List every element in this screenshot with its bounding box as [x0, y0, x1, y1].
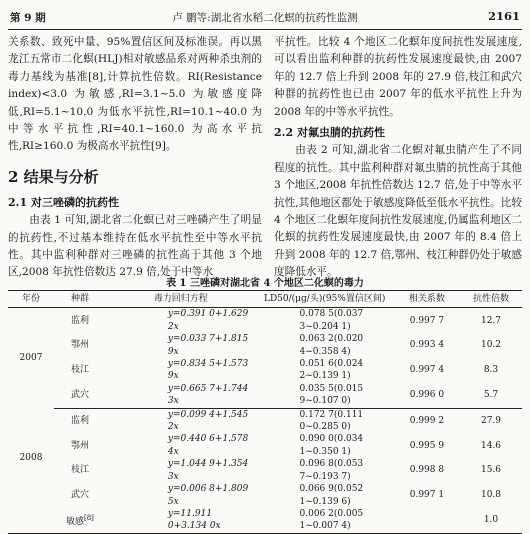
ld50-cell: 0.035 5(0.015 9~0.107 0): [256, 383, 394, 408]
correlation-cell: 0.995 9: [409, 440, 445, 451]
resistance-ratio-cell: 14.6: [480, 440, 502, 451]
correlation-cell: 0.996 0: [394, 383, 460, 408]
ld50-cell: 0.172 7(0.111 0~0.285 0): [299, 409, 364, 433]
methods-paragraph: 关系数、致死中量、95%置信区间及标准误。再以黑龙江五常市二化螟(HLJ)相对敏感品系对两种杀虫剂的毒力基线为基准[8],计算抗性倍数。RI(Resistance index)<3.0 为敏感,RI=3.1~5.0 为敏感度降低,RI=5.1~10.0 为低水平抗性,RI=10.1~40.0 为中等水平抗性,RI=40.1~160.0 为高水平抗性,RI≥160.0 为极高水平抗性[9]。: [8, 36, 262, 153]
table-row: [8, 408, 522, 433]
population-cell: 鄂州: [70, 440, 89, 451]
running-title: 卢 鹏等:湖北省水稻二化螟的抗药性监测: [172, 12, 358, 24]
resistance-ratio-cell: 1.0: [460, 508, 522, 533]
equation-cell: y=0.006 8+1.809 5x: [167, 484, 249, 507]
ld50-cell: 0.051 6(0.024 2~0.139 1): [299, 359, 364, 382]
table-row: [8, 483, 522, 508]
right-column: [274, 34, 522, 282]
population-cell: 监利: [70, 315, 89, 326]
correlation-cell: [394, 508, 460, 533]
table-row: [8, 433, 522, 458]
fipronil-paragraph: 由表 2 可知,湖北省二化螟对氟虫腈产生了不同程度的抗性。其中监利种群对氟虫腈的抗性高于其他 3 个地区,2008 年抗性倍数达 12.7 倍,处于中等水平抗性,其他地区都处于敏感度降低至低水平抗性。比较 4 个地区二化螟年度间抗性发展速度,仍属监利地区二化螟的抗药性发展速度最快,由 2007 年的 8.4 倍上升到 2008 年的 12.7 倍,鄂州、枝江种群仍处于敏感度降低水平。: [274, 144, 522, 279]
table-caption: 表 1 三唑磷对湖北省 4 个地区二化螟的毒力: [166, 278, 364, 289]
resistance-ratio-cell: 12.7: [480, 315, 502, 326]
ld50-cell: 0.090 0(0.034 1~0.350 1): [299, 434, 364, 457]
table-row: [8, 508, 522, 533]
equation-cell: y=0.099 4+1.545 2x: [167, 409, 249, 433]
triazophos-paragraph: 由表 1 可知,湖北省二化螟已对三唑磷产生了明显的抗药性,不过基本维持在低水平抗性至中等水平抗性。其中监利种群对三唑磷的抗性高于其他 3 个地区,2008 年抗性倍数达 27.9 倍,处于中等水: [8, 214, 262, 279]
correlation-cell: 0.998 8: [409, 465, 445, 476]
resistance-ratio-cell: 10.8: [480, 490, 502, 501]
subsection-title-2-2: 2.2 对氟虫腈的抗药性: [274, 126, 385, 140]
table-row: [8, 333, 522, 358]
table-row: [8, 383, 522, 408]
col-header: 抗性倍数: [460, 291, 522, 308]
col-header: 年份: [8, 291, 54, 308]
resistance-ratio-cell: 5.7: [460, 383, 522, 408]
resistance-ratio-cell: 10.2: [480, 340, 502, 351]
col-header: 相关系数: [394, 291, 460, 308]
equation-cell: y=1.044 9+1.354 3x: [167, 459, 249, 482]
population-cell: 枝江: [70, 465, 89, 476]
running-header: [8, 5, 522, 30]
equation-cell: y=0.391 0+1.629 2x: [167, 309, 249, 332]
col-header: 种群: [54, 291, 106, 308]
table-row: [8, 458, 522, 483]
resistance-ratio-cell: 15.6: [480, 465, 502, 476]
table-row: [8, 308, 522, 333]
population-cell: 监利: [70, 415, 89, 426]
ld50-cell: 0.078 5(0.037 3~0.204 1): [299, 309, 364, 332]
ld50-cell: 0.063 2(0.020 4~0.358 4): [299, 334, 364, 357]
ld50-cell: 0.096 8(0.053 7~0.193 7): [299, 459, 364, 482]
ld50-cell: 0.006 2(0.005 1~0.007 4): [256, 508, 394, 533]
issue-number: 第 9 期: [10, 12, 46, 24]
year-cell: [8, 508, 54, 533]
ld50-cell: 0.066 9(0.052 1~0.139 6): [299, 484, 364, 507]
left-column: [8, 34, 262, 282]
equation-cell: y=0.033 7+1.815 9x: [167, 334, 249, 357]
population-label: 敏感: [65, 517, 84, 528]
col-header: 毒力回归方程: [106, 291, 256, 308]
population-cell: [54, 508, 106, 533]
population-cell: 武穴: [54, 383, 106, 408]
col-header: LD50/(μg/头)(95%置信区间): [256, 291, 394, 308]
year-cell: 2007: [19, 353, 43, 364]
correlation-cell: 0.997 1: [409, 490, 445, 501]
correlation-cell: 0.993 4: [409, 340, 445, 351]
correlation-cell: 0.997 7: [409, 315, 445, 326]
population-cell: 枝江: [70, 365, 89, 376]
table-row: [8, 358, 522, 383]
correlation-cell: 0.997 4: [409, 365, 445, 376]
triazophos-paragraph-cont: 平抗性。比较 4 个地区二化螟年度间抗性发展速度,可以看出监利种群的抗药性发展速度最快,由 2007 年的 12.7 倍上升到 2008 年的 27.9 倍,枝江和武穴种群的抗药性也已由 2007 年的低水平抗性上升为 2008 年的中等水平抗性。: [274, 36, 522, 118]
table-header-row: [8, 291, 522, 308]
equation-cell: y=0.440 6+1.578 4x: [167, 434, 249, 457]
subsection-title-2-1: 2.1 对三唑磷的抗药性: [8, 195, 119, 209]
equation-cell: y=11.911 0+3.134 0x: [106, 508, 256, 533]
reference-marker: [8]: [83, 514, 94, 523]
page-number: 2161: [487, 9, 520, 23]
correlation-cell: 0.999 2: [409, 415, 445, 426]
section-title: 2 结果与分析: [8, 167, 99, 186]
equation-cell: y=0.665 7+1.744 3x: [106, 383, 256, 408]
equation-cell: y=0.834 5+1.573 9x: [167, 359, 249, 382]
resistance-ratio-cell: 8.3: [483, 365, 499, 376]
year-cell: 2008: [19, 452, 43, 463]
toxicity-table: [8, 290, 522, 534]
population-cell: 鄂州: [70, 340, 89, 351]
population-cell: 武穴: [70, 490, 89, 501]
resistance-ratio-cell: 27.9: [480, 415, 502, 426]
